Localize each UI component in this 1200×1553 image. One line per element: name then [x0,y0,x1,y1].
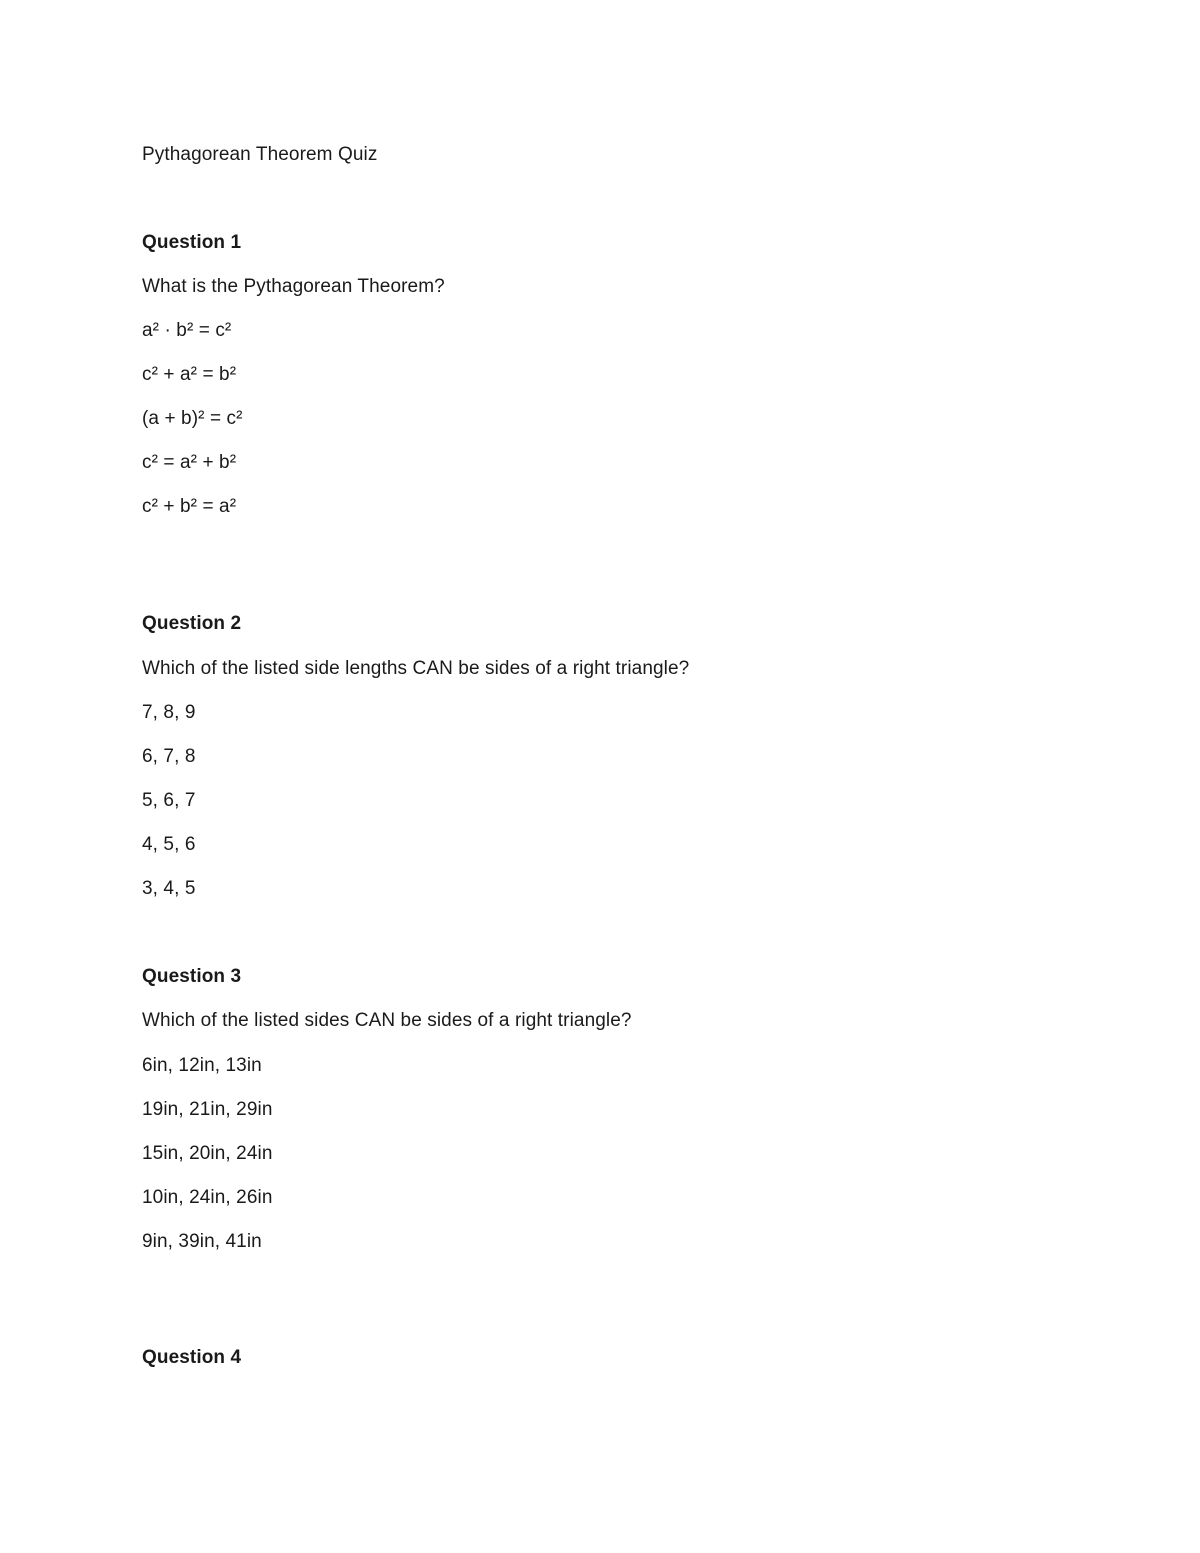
document-title: Pythagorean Theorem Quiz [142,144,378,165]
question-2-prompt: Which of the listed side lengths CAN be sides of a right triangle? [142,658,690,679]
question-1-option-1: a² · b² = c² [142,320,232,341]
question-3-prompt: Which of the listed sides CAN be sides of a right triangle? [142,1010,632,1031]
question-2-heading: Question 2 [142,613,242,634]
question-1-option-4: c² = a² + b² [142,452,237,473]
question-1-option-3: (a + b)² = c² [142,408,243,429]
question-2-option-5: 3, 4, 5 [142,878,196,899]
question-1-heading: Question 1 [142,232,242,253]
question-2-option-3: 5, 6, 7 [142,790,196,811]
question-3-option-1: 6in, 12in, 13in [142,1055,262,1076]
question-1-option-5: c² + b² = a² [142,496,237,517]
question-2-option-4: 4, 5, 6 [142,834,196,855]
question-1-prompt: What is the Pythagorean Theorem? [142,276,445,297]
question-3-heading: Question 3 [142,966,242,987]
question-3-option-2: 19in, 21in, 29in [142,1099,273,1120]
question-3-option-3: 15in, 20in, 24in [142,1143,273,1164]
question-2-option-2: 6, 7, 8 [142,746,196,767]
question-2-option-1: 7, 8, 9 [142,702,196,723]
question-4-heading: Question 4 [142,1347,242,1368]
question-3-option-4: 10in, 24in, 26in [142,1187,273,1208]
question-1-option-2: c² + a² = b² [142,364,237,385]
question-3-option-5: 9in, 39in, 41in [142,1231,262,1252]
